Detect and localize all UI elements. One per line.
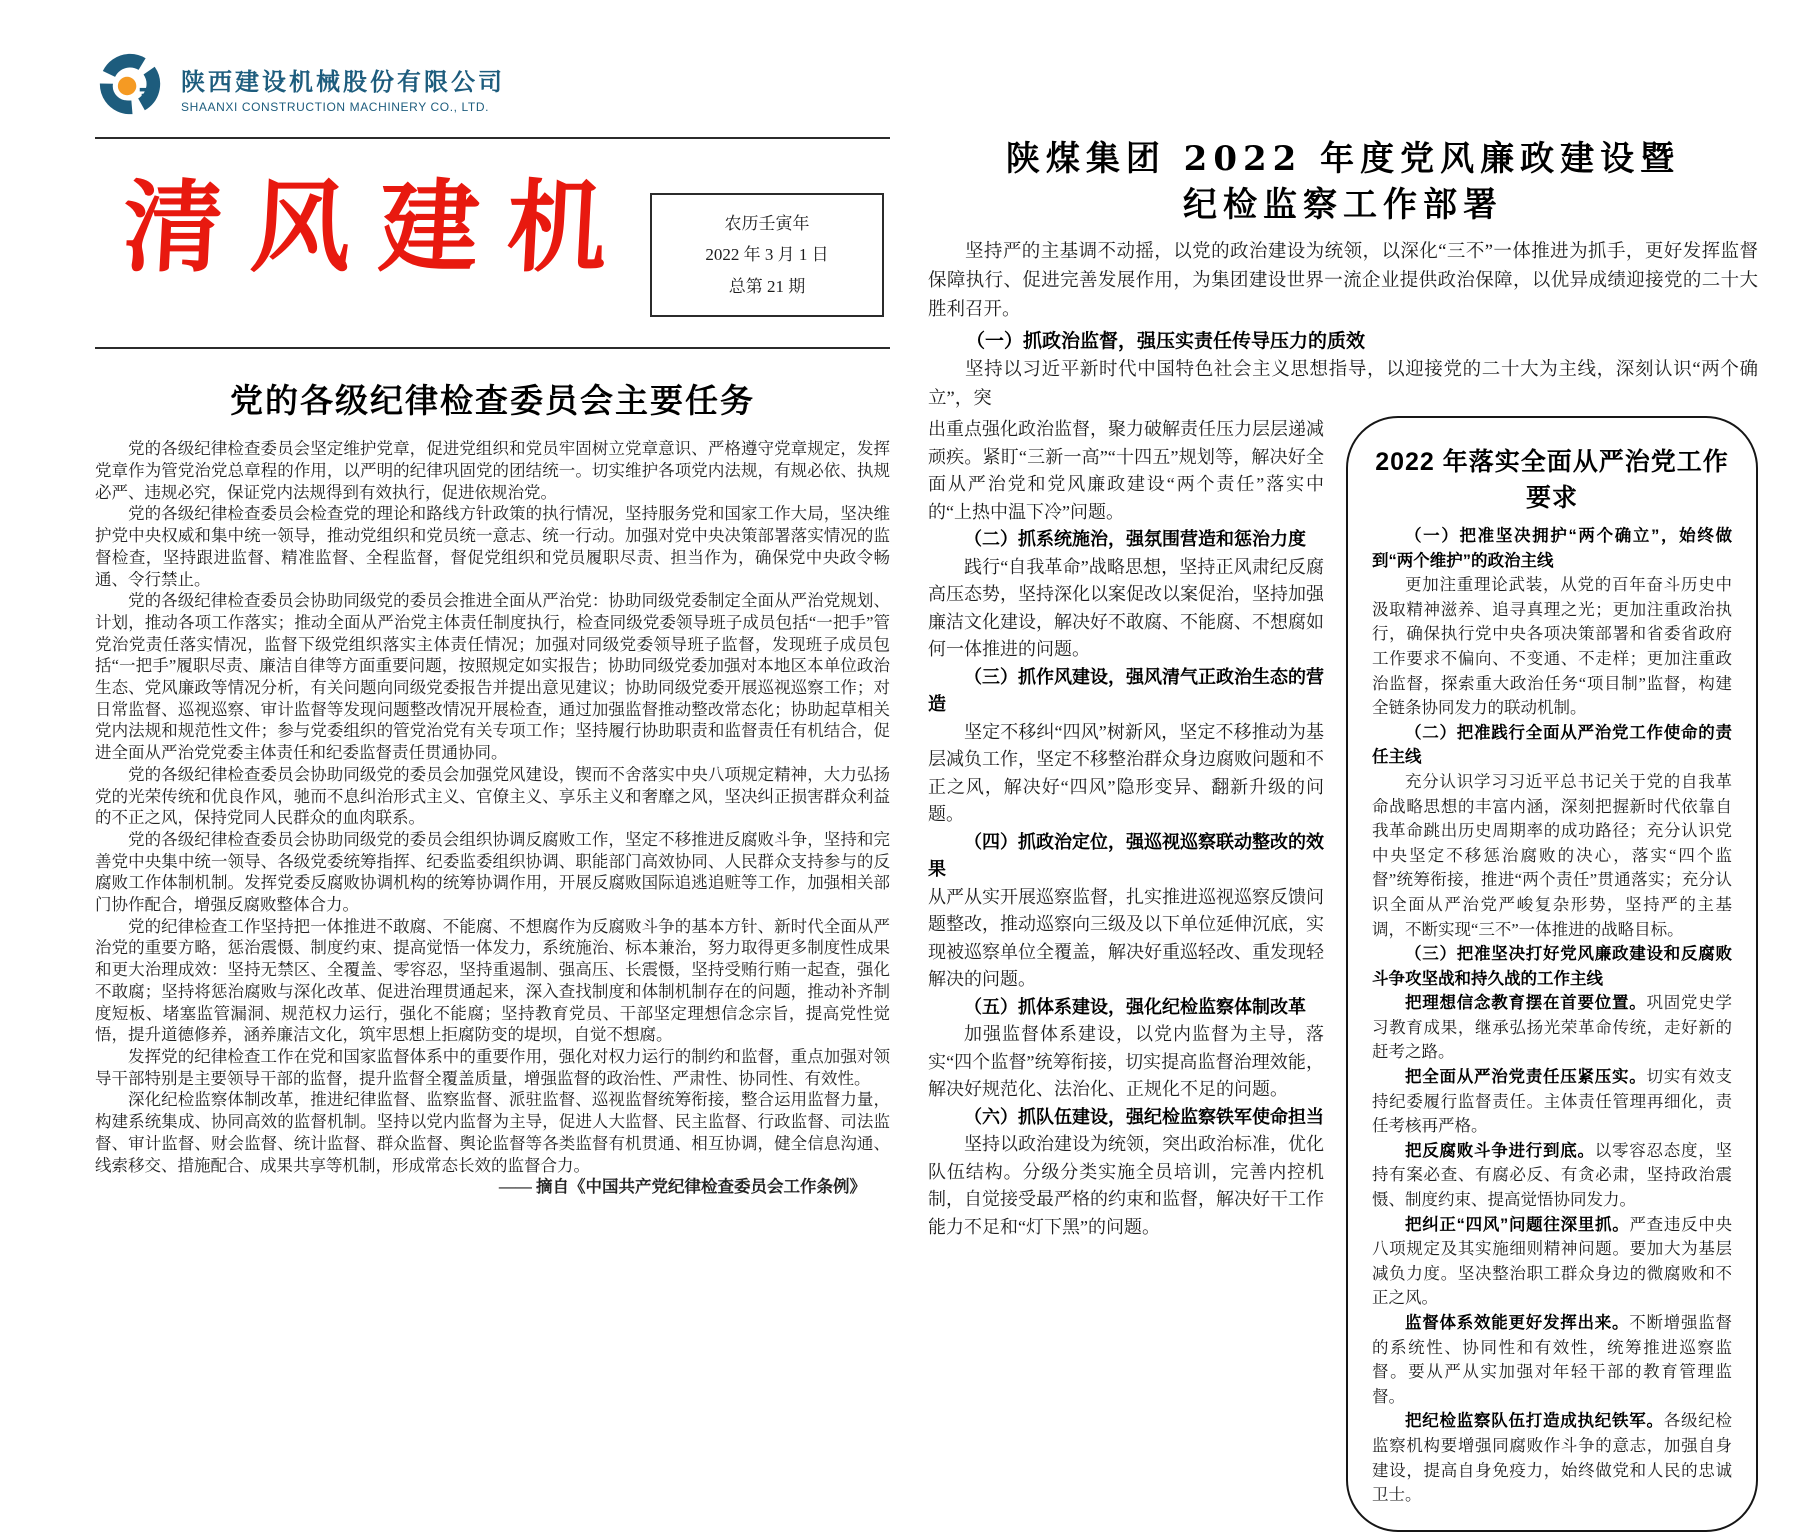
source-attribution: —— 摘自《中国共产党纪律检查委员会工作条例》: [498, 1177, 866, 1197]
box-item-text: 以零容忍态度，坚持有案必查、有腐必反、有贪必肃，坚持政治震慑、制度约束、提高觉悟协同发力。: [1372, 1140, 1732, 1210]
box-item-text: 严查违反中央八项规定及其实施细则精神问题。要加大为基层减负力度。坚决整治职工群众身边的微腐败和不正之风。: [1372, 1214, 1733, 1308]
company-header: [95, 50, 890, 139]
right-page: [928, 136, 1758, 1532]
section-1-rest: 出重点强化政治监督，聚力破解责任压力层层递减顽疾。紧盯“三新一高”“十四五”规划等，解决好全面从严治党和党风廉政建设“两个责任”落实中的“上热中温下冷”问题。: [928, 419, 1324, 522]
box-item: [1372, 1139, 1732, 1213]
section-1-heading: （一）抓政治监督，强压实责任传导压力的质效: [966, 331, 1366, 352]
left-page: [95, 50, 890, 1198]
section-6-heading: （六）抓队伍建设，强纪检监察铁军使命担当: [964, 1106, 1324, 1127]
requirements-box: [1346, 416, 1758, 1532]
box-item: [1372, 1311, 1732, 1409]
company-name-en: SHAANXI CONSTRUCTION MACHINERY CO., LTD.: [181, 99, 490, 114]
box-item: [1372, 1065, 1732, 1139]
section-3-heading: （三）抓作风建设，强风清气正政治生态的营造: [928, 666, 1324, 714]
box-item-lead: 把纪检监察队伍打造成执纪铁军。: [1405, 1412, 1664, 1431]
section-6-body: 坚持以政治建设为统领，突出政治标准，优化队伍结构。分级分类实施全员培训，完善内控机制，自觉接受最严格的约束和监督，解决好干工作能力不足和“灯下黑”的问题。: [928, 1134, 1324, 1237]
left-article-body: [95, 438, 890, 1198]
requirements-box-title: 2022 年落实全面从严治党工作要求: [1375, 448, 1729, 512]
lunar-year: 农历壬寅年: [724, 214, 810, 233]
company-logo-icon: [95, 50, 165, 125]
issue-date: 2022 年 3 月 1 日: [705, 245, 829, 265]
right-columns: [928, 416, 1758, 1532]
masthead: [95, 165, 890, 317]
paragraph: 党的各级纪律检查委员会检查党的理论和路线方针政策的执行情况，坚持服务党和国家工作大局，坚决维护党中央权威和集中统一领导，推动党组织和党员统一意志、统一行动。加强对党中央决策部署落实情况的监督检查，坚持跟进监督、精准监督、全程监督，督促党组织和党员履职尽责、担当作为，确保党中央政令畅通、令行禁止。: [95, 504, 890, 589]
section-3-body: 坚定不移纠“四风”树新风，坚定不移推动为基层减负工作，坚定不移整治群众身边腐败问题和不正之风，解决好“四风”隐形变异、翻新升级的问题。: [928, 721, 1324, 824]
box-item-lead: 监督体系效能更好发挥出来。: [1405, 1314, 1630, 1332]
box-item-text: 巩固党史学习教育成果，继承弘扬光荣革命传统，走好新的赶考之路。: [1372, 993, 1732, 1062]
box-item-lead: 把理想信念教育摆在首要位置。: [1405, 994, 1647, 1013]
box-item-lead: 把全面从严治党责任压紧压实。: [1405, 1068, 1647, 1087]
section-2-body: 践行“自我革命”战略思想，坚持正风肃纪反腐高压态势，坚持深化以案促改以案促治，坚持加强廉洁文化建设，解决好不敢腐、不能腐、不想腐如何一体推进的问题。: [928, 556, 1324, 659]
box-section-3-heading: （三）把准坚决打好党风廉政建设和反腐败斗争攻坚战和持久战的工作主线: [1372, 945, 1732, 988]
box-item-lead: 把纠正“四风”问题往深里抓。: [1405, 1215, 1630, 1234]
section-4-heading: （四）抓政治定位，强巡视巡察联动整改的效果: [928, 831, 1324, 879]
paragraph: 党的各级纪律检查委员会坚定维护党章，促进党组织和党员牢固树立党章意识、严格遵守党章规定，发挥党章作为管党治党总章程的作用，以严明的纪律巩固党的团结统一。切实维护各项党内法规，有规必依、执规必严、违规必究，保证党内法规得到有效执行，促进依规治党。: [95, 439, 890, 502]
left-article-title: 党的各级纪律检查委员会主要任务: [230, 382, 755, 420]
box-section-2-heading: （二）把准践行全面从严治党工作使命的责任主线: [1372, 723, 1732, 767]
section-4-body: 从严从实开展巡察监督，扎实推进巡视巡察反馈问题整改，推动巡察向三级及以下单位延伸沉底，实现被巡察单位全覆盖，解决好重巡轻改、重发现轻解决的问题。: [928, 886, 1324, 989]
box-item-text: 切实有效支持纪委履行监督责任。主体责任管理再细化，责任考核再严格。: [1372, 1067, 1732, 1136]
box-section-2-body: 充分认识学习习近平总书记关于党的自我革命战略思想的丰富内涵，深刻把握新时代依靠自我革命跳出历史周期率的成功路径；充分认识党中央坚定不移惩治腐败的决心，落实“四个监督”统筹衔接，推进“两个责任”贯通落实；充分认识全面从严治党严峻复杂形势，坚持严的主基调，不断实现“三不”一体推进的战略目标。: [1372, 771, 1732, 939]
box-item-text: 不断增强监督的系统性、协同性和有效性，统筹推进巡察监督。要从严从实加强对年轻干部的教育管理监督。: [1372, 1313, 1732, 1406]
right-article-title-line1: 陕煤集团 2022 年度党风廉政建设暨: [1005, 139, 1681, 179]
newsletter-title: 清风建机: [119, 168, 639, 286]
box-section-1-body: 更加注重理论武装，从党的百年奋斗历史中汲取精神滋养、追寻真理之光；更加注重政治执行，确保执行党中央各项决策部署和省委省政府工作要求不偏向、不变通、不走样；更加注重政治监督，探索重大政治任务“项目制”监督，构建全链条协同发力的联动机制。: [1372, 575, 1732, 718]
box-item: [1372, 1213, 1732, 1311]
section-1-lead: 坚持以习近平新时代中国特色社会主义思想指导，以迎接党的二十大为主线，深刻认识“两个确立”，突: [928, 360, 1758, 409]
paragraph: 党的各级纪律检查委员会协助同级党的委员会组织协调反腐败工作，坚定不移推进反腐败斗争，坚持和完善党中央集中统一领导、各级党委统筹指挥、纪委监委组织协调、职能部门高效协同、人民群众支持参与的反腐败工作体制机制。发挥党委反腐败协调机构的统筹协调作用，开展反腐败国际追逃追赃等工作，加强相关部门协作配合，增强反腐败整体合力。: [95, 829, 890, 915]
paragraph: 深化纪检监察体制改革，推进纪律监督、监察监督、派驻监督、巡视监督统筹衔接，整合运用监督力量，构建系统集成、协同高效的监督机制。坚持以党内监督为主导，促进人大监督、民主监督、行政监督、司法监督、审计监督、财会监督、统计监督、群众监督、舆论监督等各类监督有机贯通、相互协调，健全信息沟通、线索移交、措施配合、成果共享等机制，形成常态长效的监督合力。: [95, 1090, 890, 1175]
box-item-text: 各级纪检监察机构要增强同腐败作斗争的意志，加强自身建设，提高自身免疫力，始终做党和人民的忠诚卫士。: [1372, 1411, 1732, 1505]
box-item-lead: 把反腐败斗争进行到底。: [1405, 1141, 1595, 1160]
right-article-intro: 坚持严的主基调不动摇，以党的政治建设为统领，以深化“三不”一体推进为抓手，更好发挥监督保障执行、促进完善发展作用，为集团建设世界一流企业提供政治保障，以优异成绩迎接党的二十大胜利召开。: [928, 242, 1758, 320]
section-5-body: 加强监督体系建设，以党内监督为主导，落实“四个监督”统筹衔接，切实提高监督治理效能，解决好规范化、法治化、正规化不足的问题。: [928, 1024, 1324, 1099]
divider-line: [95, 347, 890, 349]
issue-number: 总第 21 期: [728, 276, 806, 296]
paragraph: 发挥党的纪律检查工作在党和国家监督体系中的重要作用，强化对权力运行的制约和监督，重点加强对领导干部特别是主要领导干部的监督，提升监督全覆盖质量，增强监督的政治性、严肃性、协同性、有效性。: [95, 1047, 890, 1088]
company-name-cn: 陕西建设机械股份有限公司: [181, 68, 505, 96]
paragraph: 党的纪律检查工作坚持把一体推进不敢腐、不能腐、不想腐作为反腐败斗争的基本方针、新时代全面从严治党的重要方略，惩治震慑、制度约束、提高觉悟一体发力，系统施治、标本兼治，努力取得更多制度性成果和更大治理成效：坚持无禁区、全覆盖、零容忍，坚持重遏制、强高压、长震慑，坚持受贿行贿一起查，强化不敢腐；坚持将惩治腐败与深化改革、促进治理贯通起来，深入查找制度和体制机制存在的问题，推动补齐制度短板、堵塞监管漏洞、规范权力运行，强化不能腐；坚持教育党员、干部坚定理想信念宗旨，提高党性觉悟，提升道德修养，涵养廉洁文化，筑牢思想上拒腐防变的堤坝，自觉不想腐。: [95, 916, 890, 1045]
paragraph: 党的各级纪律检查委员会协助同级党的委员会加强党风建设，锲而不舍落实中央八项规定精神，大力弘扬党的光荣传统和优良作风，驰而不息纠治形式主义、官僚主义、享乐主义和奢靡之风，坚决纠正损害群众利益的不正之风，保持党同人民群众的血肉联系。: [95, 764, 890, 828]
box-item: [1372, 1409, 1732, 1507]
right-article-title-line2: 纪检监察工作部署: [1183, 185, 1503, 225]
paragraph: 党的各级纪律检查委员会协助同级党的委员会推进全面从严治党：协助同级党委制定全面从严治党规划、计划，推动各项工作落实；推动全面从严治党主体责任制度执行，检查同级党委领导班子成员包括“一把手”管党治党责任落实情况，监督下级党组织落实主体责任情况；加强对同级党委领导班子监督，发现班子成员包括“一把手”履职尽责、廉洁自律等方面重要问题，按照规定如实报告；协助同级党委加强对本地区本单位政治生态、党风廉政等情况分析，有关问题向同级党委报告并提出意见建议；协助同级党委开展巡视巡察工作；对日常监督、巡视巡察、审计监督等发现问题整改情况开展检查，通过加强监督推动整改常态化；协助起草相关党内法规和规范性文件；参与党委组织的管党治党有关专项工作；坚持履行协助职责和监督责任有机结合，促进全面从严治党党委主体责任和纪委监督责任贯通协同。: [95, 591, 890, 763]
middle-column: [928, 416, 1324, 1241]
box-section-1-heading: （一）把准坚决拥护“两个确立”，始终做到“两个维护”的政治主线: [1372, 527, 1732, 570]
section-5-heading: （五）抓体系建设，强化纪检监察体制改革: [964, 996, 1306, 1017]
requirements-box-body: [1372, 524, 1732, 1508]
box-item: [1372, 991, 1732, 1065]
section-2-heading: （二）抓系统施治，强氛围营造和惩治力度: [964, 529, 1306, 549]
issue-date-box: [650, 193, 884, 317]
company-names: [181, 62, 505, 114]
